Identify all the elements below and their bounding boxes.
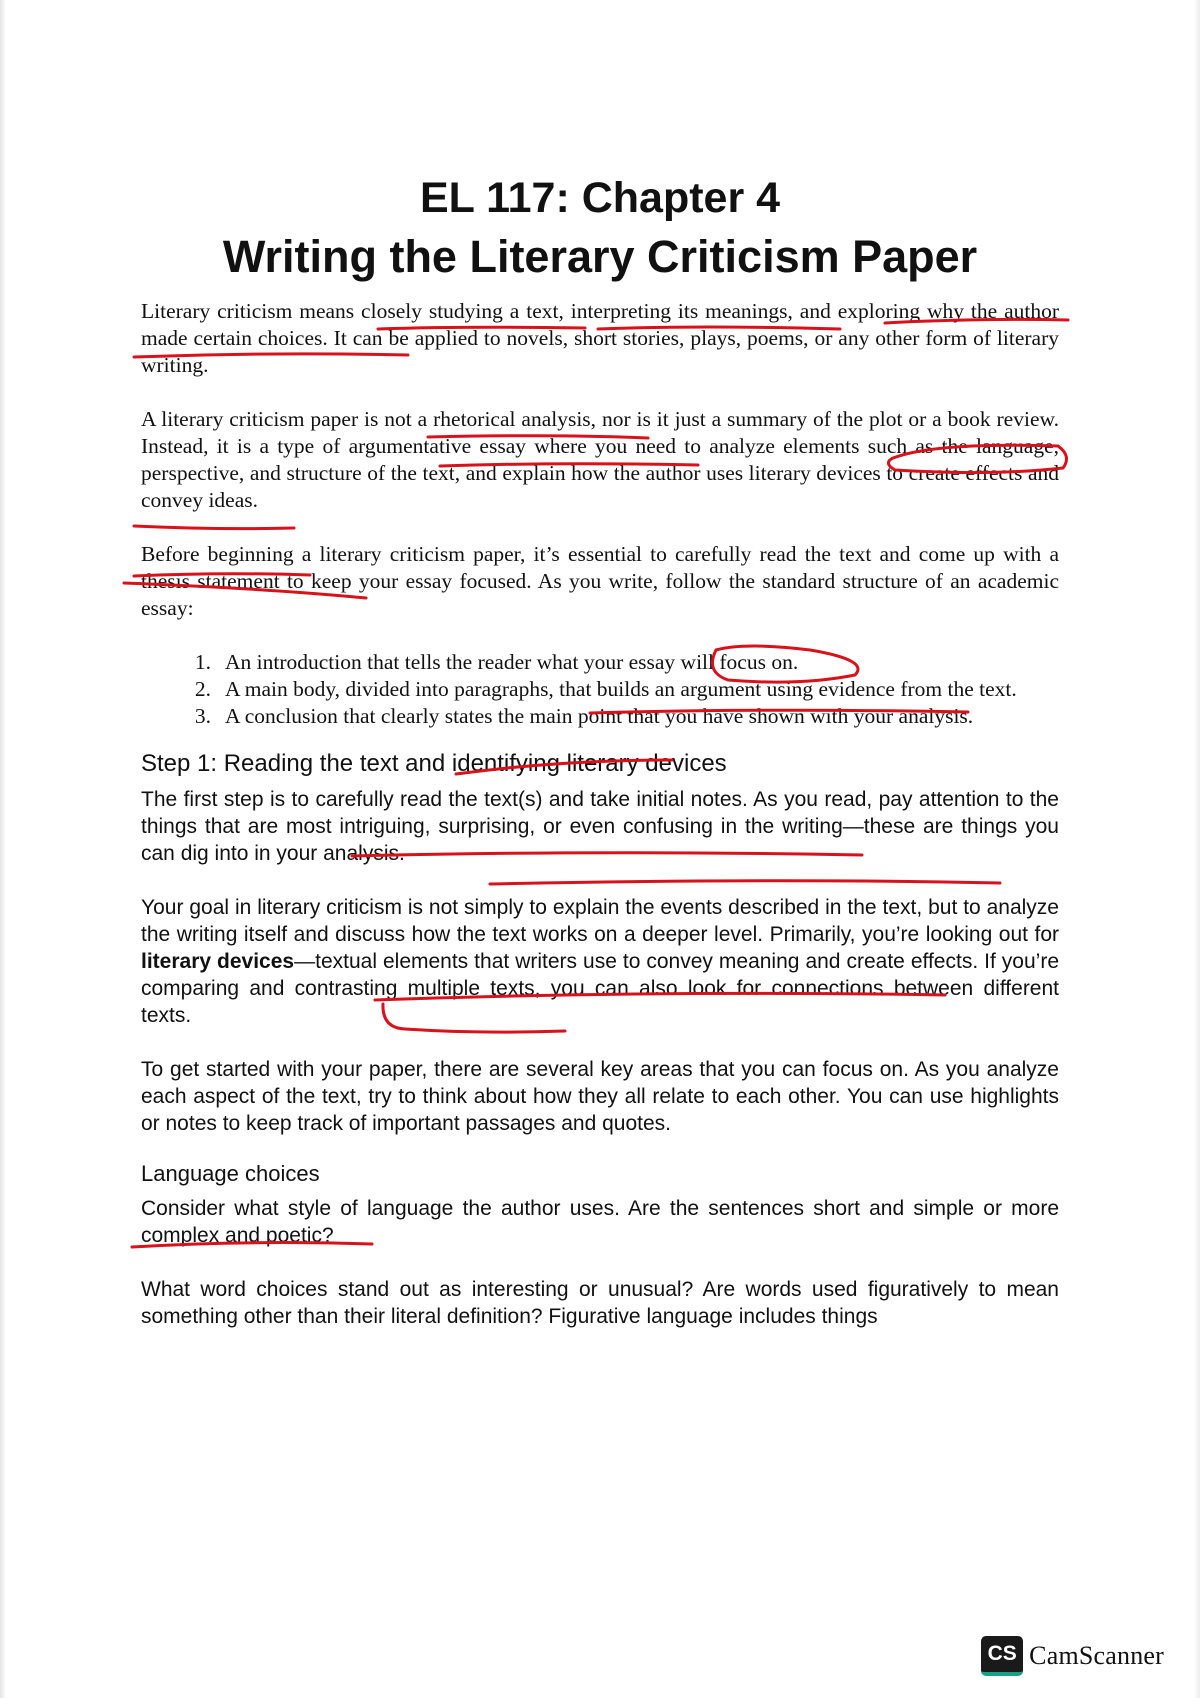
camscanner-label: CamScanner: [1029, 1641, 1164, 1670]
list-text: An introduction that tells the reader what your essay will focus on.: [225, 650, 799, 674]
language-choices-heading: Language choices: [141, 1161, 320, 1186]
list-text: A main body, divided into paragraphs, that builds an argument using evidence from the text.: [225, 677, 1017, 701]
document-title-topic: Writing the Literary Criticism Paper: [222, 231, 978, 282]
structure-paragraph: Before beginning a literary criticism paper, it’s essential to carefully read the text and come up with a thesis statement to keep your essay focused. As you write, follow the standard structure of an academic essay:: [141, 542, 1059, 620]
camscanner-logo: CS: [981, 1636, 1023, 1676]
list-item: [141, 649, 1059, 676]
step1-paragraph-2-end: —textual elements that writers use to convey meaning and create effects. If you’re comparing and contrasting multiple texts, you can also look for connections between different texts.: [141, 950, 1060, 1027]
list-number: 3.: [194, 704, 211, 728]
document-title-chapter: EL 117: Chapter 4: [419, 174, 781, 222]
intro-paragraph: Literary criticism means closely studying a text, interpreting its meanings, and exploring why the author made certain choices. It can be applied to novels, short stories, plays, poems, or any other form of literary writing.: [141, 299, 1059, 377]
step1-paragraph-2-start: Your goal in literary criticism is not simply to explain the events described in the text, but to analyze the writing itself and discuss how the text works on a deeper level. Primarily, you’re looking out for: [141, 896, 1059, 946]
list-text: A conclusion that clearly states the main point that you have shown with your analysis.: [225, 704, 974, 728]
list-item: [141, 676, 1059, 703]
language-paragraph-1: Consider what style of language the author uses. Are the sentences short and simple or more complex and poetic?: [141, 1197, 1059, 1247]
page-right-edge: [1194, 0, 1200, 1698]
list-item: [141, 703, 1059, 730]
list-number: 2.: [194, 677, 211, 701]
definition-paragraph: A literary criticism paper is not a rhetorical analysis, nor is it just a summary of the plot or a book review. Instead, it is a type of argumentative essay where you need to analyze elements such as the language, perspective, and structure of the text, and explain how the author uses literary devices to create effects and convey ideas.: [141, 407, 1059, 512]
page-left-edge: [0, 0, 6, 1698]
essay-structure-list: [141, 649, 1059, 730]
camscanner-watermark: [981, 1636, 1164, 1676]
step1-heading: Step 1: Reading the text and identifying literary devices: [141, 750, 727, 777]
language-paragraph-2: What word choices stand out as interesting or unusual? Are words used figuratively to mean something other than their literal definition? Figurative language includes things: [141, 1278, 1059, 1328]
step1-paragraph-2: [141, 894, 1059, 1029]
step1-paragraph-3: To get started with your paper, there are several key areas that you can focus on. As you analyze each aspect of the text, try to think about how they all relate to each other. You can use highlights or notes to keep track of important passages and quotes.: [141, 1058, 1059, 1135]
step1-paragraph-1: The first step is to carefully read the text(s) and take initial notes. As you read, pay attention to the things that are most intriguing, surprising, or even confusing in the writing—these are things you can dig into in your analysis.: [141, 788, 1059, 865]
document-body: [141, 170, 1059, 1330]
literary-devices-term: literary devices: [141, 950, 295, 973]
list-number: 1.: [194, 650, 211, 674]
